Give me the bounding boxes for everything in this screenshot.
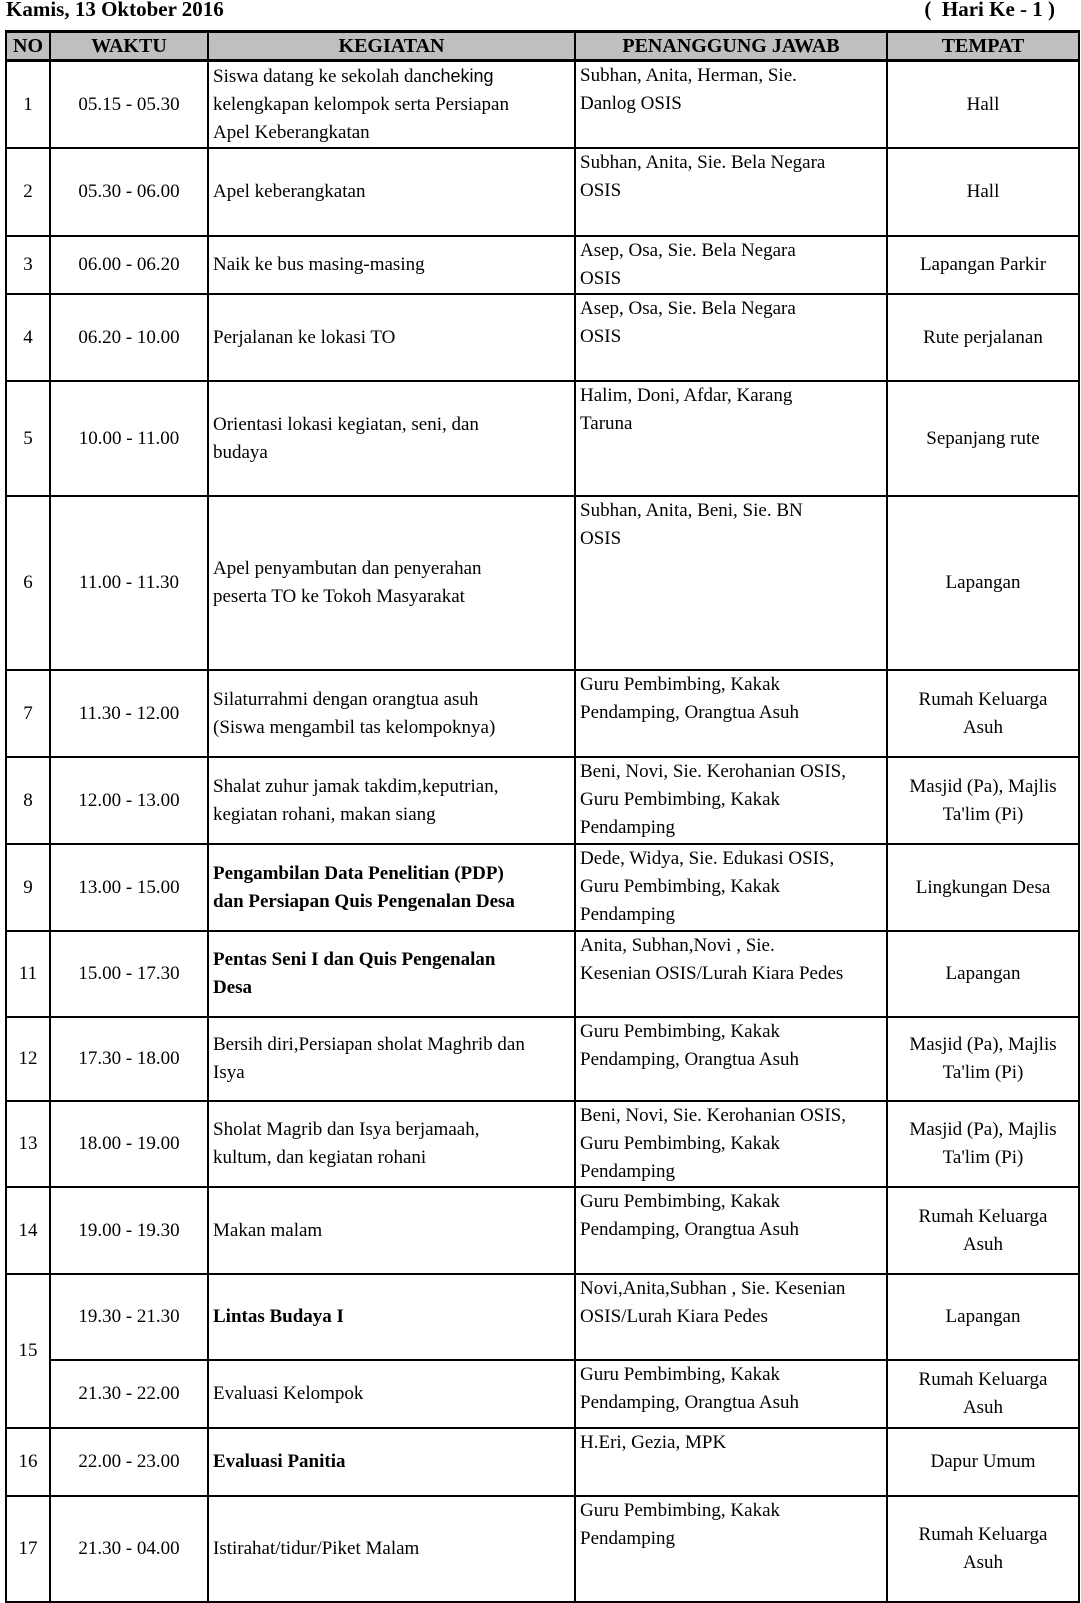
place-line: Masjid (Pa), Majlis: [909, 775, 1057, 797]
responsible-line: Subhan, Anita, Beni, Sie. BN: [580, 500, 803, 521]
row-activity: [208, 381, 575, 496]
responsible-line: OSIS: [580, 528, 622, 549]
row-responsible: [575, 381, 887, 496]
row-activity: [208, 236, 575, 294]
responsible-line: OSIS: [580, 268, 622, 289]
column-header-no: NO: [6, 32, 50, 61]
row-activity: [208, 757, 575, 844]
place-line: Lapangan Parkir: [919, 254, 1047, 275]
row-time: 18.00 - 19.00: [50, 1101, 208, 1187]
row-time: 06.00 - 06.20: [50, 236, 208, 294]
responsible-line: Guru Pembimbing, Kakak: [580, 674, 781, 695]
responsible-line: Danlog OSIS: [580, 93, 682, 114]
activity-line: (Siswa mengambil tas kelompoknya): [213, 716, 496, 738]
row-responsible: [575, 294, 887, 381]
column-header-waktu: WAKTU: [50, 32, 208, 61]
row-time: 21.30 - 22.00: [50, 1360, 208, 1428]
place-line: Asuh: [962, 1233, 1004, 1255]
place-line: Ta'lim (Pi): [942, 1147, 1024, 1168]
row-responsible: [575, 1360, 887, 1428]
row-place: [887, 61, 1079, 149]
row-activity: [208, 496, 575, 670]
row-place: [887, 1274, 1079, 1360]
responsible-line: Pendamping: [580, 1161, 675, 1182]
row-place: [887, 670, 1079, 757]
row-responsible: [575, 1274, 887, 1360]
place-line: Masjid (Pa), Majlis: [909, 1119, 1057, 1140]
activity-line: Evaluasi Panitia: [213, 1451, 346, 1472]
table-row: [6, 496, 1079, 670]
row-number: 16: [6, 1428, 50, 1496]
row-place: [887, 294, 1079, 381]
activity-line: Naik ke bus masing-masing: [213, 254, 425, 275]
row-place: [887, 931, 1079, 1017]
row-number: 9: [6, 844, 50, 931]
table-row: [6, 1274, 1079, 1360]
table-row: [6, 757, 1079, 844]
row-number: 1: [6, 61, 50, 149]
row-responsible: [575, 757, 887, 844]
responsible-line: Anita, Subhan,Novi , Sie.: [580, 935, 775, 956]
row-activity: [208, 844, 575, 931]
row-place: [887, 757, 1079, 844]
row-responsible: [575, 844, 887, 931]
activity-line: kelengkapan kelompok serta Persiapan: [213, 94, 509, 115]
activity-line: Perjalanan ke lokasi TO: [213, 326, 396, 348]
row-number: 6: [6, 496, 50, 670]
activity-line: Apel keberangkatan: [213, 181, 366, 202]
place-line: Hall: [966, 93, 1000, 115]
activity-line: dan Persiapan Quis Pengenalan Desa: [213, 890, 515, 912]
place-line: Rumah Keluarga: [918, 1369, 1048, 1390]
table-row: [6, 294, 1079, 381]
responsible-line: Asep, Osa, Sie. Bela Negara: [580, 298, 796, 319]
row-responsible: [575, 1187, 887, 1274]
row-responsible: [575, 931, 887, 1017]
responsible-line: Guru Pembimbing, Kakak: [580, 1191, 781, 1212]
responsible-line: Guru Pembimbing, Kakak: [580, 1364, 781, 1385]
activity-line: Siswa datang ke sekolah dancheking: [213, 66, 494, 87]
responsible-line: OSIS: [580, 326, 622, 347]
responsible-line: Pendamping: [580, 904, 675, 925]
activity-line: Apel Keberangkatan: [213, 122, 370, 143]
responsible-line: Beni, Novi, Sie. Kerohanian OSIS,: [580, 1105, 846, 1126]
row-activity: [208, 1360, 575, 1428]
table-row: [6, 1360, 1079, 1428]
place-line: Lapangan: [945, 963, 1021, 984]
row-place: [887, 148, 1079, 236]
row-time: 21.30 - 04.00: [50, 1496, 208, 1602]
place-line: Asuh: [962, 1552, 1004, 1573]
responsible-line: Guru Pembimbing, Kakak: [580, 876, 781, 897]
table-row: [6, 1187, 1079, 1274]
row-number: 5: [6, 381, 50, 496]
responsible-line: H.Eri, Gezia, MPK: [580, 1432, 727, 1453]
responsible-line: Subhan, Anita, Sie. Bela Negara: [580, 152, 826, 173]
activity-line: budaya: [213, 441, 268, 463]
table-row: [6, 381, 1079, 496]
activity-line: kegiatan rohani, makan siang: [213, 803, 436, 825]
table-row: [6, 1428, 1079, 1496]
column-header-tempat: TEMPAT: [887, 32, 1079, 61]
place-line: Asuh: [962, 716, 1004, 738]
row-place: [887, 1101, 1079, 1187]
row-activity: [208, 1187, 575, 1274]
row-responsible: [575, 670, 887, 757]
row-time: 15.00 - 17.30: [50, 931, 208, 1017]
row-activity: [208, 931, 575, 1017]
responsible-line: Pendamping, Orangtua Asuh: [580, 1049, 800, 1070]
row-place: [887, 496, 1079, 670]
table-header-row: [6, 32, 1079, 61]
row-place: [887, 381, 1079, 496]
row-time: 13.00 - 15.00: [50, 844, 208, 931]
row-number: 4: [6, 294, 50, 381]
place-line: Dapur Umum: [930, 1451, 1036, 1472]
row-place: [887, 1496, 1079, 1602]
activity-line: peserta TO ke Tokoh Masyarakat: [213, 586, 465, 607]
row-time: 06.20 - 10.00: [50, 294, 208, 381]
responsible-line: OSIS/Lurah Kiara Pedes: [580, 1306, 768, 1327]
responsible-line: Guru Pembimbing, Kakak: [580, 1133, 781, 1154]
responsible-line: OSIS: [580, 180, 622, 201]
place-line: Lapangan: [945, 1306, 1021, 1327]
row-number: 3: [6, 236, 50, 294]
responsible-line: Pendamping: [580, 1528, 675, 1549]
place-line: Ta'lim (Pi): [942, 803, 1024, 825]
place-line: Ta'lim (Pi): [942, 1062, 1024, 1083]
row-number: 11: [6, 931, 50, 1017]
place-line: Rute perjalanan: [923, 326, 1043, 348]
row-responsible: [575, 1428, 887, 1496]
row-place: [887, 1360, 1079, 1428]
row-number: 7: [6, 670, 50, 757]
place-line: Lingkungan Desa: [915, 876, 1051, 898]
table-row: [6, 148, 1079, 236]
row-number: 8: [6, 757, 50, 844]
activity-line: Pengambilan Data Penelitian (PDP): [213, 862, 504, 884]
place-line: Asuh: [962, 1397, 1004, 1418]
row-time: 11.00 - 11.30: [50, 496, 208, 670]
row-activity: [208, 61, 575, 149]
row-responsible: [575, 1101, 887, 1187]
row-number: 2: [6, 148, 50, 236]
row-time: 19.00 - 19.30: [50, 1187, 208, 1274]
table-body: [6, 61, 1079, 1603]
table-row: [6, 61, 1079, 149]
place-line: Masjid (Pa), Majlis: [909, 1034, 1057, 1055]
place-line: Lapangan: [945, 572, 1021, 593]
column-header-penanggung-jawab: PENANGGUNG JAWAB: [575, 32, 887, 61]
place-line: Rumah Keluarga: [918, 1205, 1048, 1227]
responsible-line: Pendamping, Orangtua Asuh: [580, 702, 800, 723]
responsible-line: Halim, Doni, Afdar, Karang: [580, 385, 793, 406]
activity-line: Sholat Magrib dan Isya berjamaah,: [213, 1119, 480, 1140]
responsible-line: Taruna: [580, 413, 633, 434]
place-line: Rumah Keluarga: [918, 688, 1048, 710]
responsible-line: Guru Pembimbing, Kakak: [580, 1500, 781, 1521]
activity-line: Evaluasi Kelompok: [213, 1383, 364, 1404]
activity-line: Lintas Budaya I: [213, 1306, 344, 1327]
row-responsible: [575, 236, 887, 294]
row-number: 15: [6, 1274, 50, 1428]
row-responsible: [575, 1017, 887, 1101]
activity-line: Orientasi lokasi kegiatan, seni, dan: [213, 413, 479, 435]
table-row: [6, 931, 1079, 1017]
table-row: [6, 1101, 1079, 1187]
activity-extra-word: cheking: [431, 66, 494, 86]
responsible-line: Dede, Widya, Sie. Edukasi OSIS,: [580, 848, 835, 869]
table-row: [6, 1017, 1079, 1101]
page-header: [0, 0, 1081, 24]
place-line: Hall: [966, 181, 1000, 202]
responsible-line: Kesenian OSIS/Lurah Kiara Pedes: [580, 963, 844, 984]
schedule-table: [5, 30, 1080, 1603]
activity-line: Makan malam: [213, 1219, 323, 1241]
row-place: [887, 236, 1079, 294]
row-activity: [208, 670, 575, 757]
table-row: [6, 844, 1079, 931]
row-time: 10.00 - 11.00: [50, 381, 208, 496]
schedule-date: Kamis, 13 Oktober 2016: [6, 0, 224, 21]
row-place: [887, 1187, 1079, 1274]
row-activity: [208, 294, 575, 381]
responsible-line: Guru Pembimbing, Kakak: [580, 789, 781, 810]
table-row: [6, 1496, 1079, 1602]
row-time: 05.15 - 05.30: [50, 61, 208, 149]
row-activity: [208, 1428, 575, 1496]
column-header-kegiatan: KEGIATAN: [208, 32, 575, 61]
responsible-line: Pendamping, Orangtua Asuh: [580, 1392, 800, 1413]
row-activity: [208, 1496, 575, 1602]
responsible-line: Pendamping, Orangtua Asuh: [580, 1219, 800, 1240]
activity-line: Pentas Seni I dan Quis Pengenalan: [213, 949, 496, 970]
activity-line: Istirahat/tidur/Piket Malam: [213, 1538, 420, 1559]
table-row: [6, 670, 1079, 757]
row-time: 12.00 - 13.00: [50, 757, 208, 844]
row-number: 14: [6, 1187, 50, 1274]
row-responsible: [575, 1496, 887, 1602]
row-place: [887, 844, 1079, 931]
row-activity: [208, 1274, 575, 1360]
responsible-line: Beni, Novi, Sie. Kerohanian OSIS,: [580, 761, 846, 782]
responsible-line: Guru Pembimbing, Kakak: [580, 1021, 781, 1042]
activity-line: Shalat zuhur jamak takdim,keputrian,: [213, 775, 499, 797]
table-row: [6, 236, 1079, 294]
activity-line: Isya: [213, 1062, 245, 1083]
row-activity: [208, 148, 575, 236]
activity-line: Apel penyambutan dan penyerahan: [213, 558, 482, 579]
row-number: 12: [6, 1017, 50, 1101]
row-place: [887, 1017, 1079, 1101]
activity-line: Silaturrahmi dengan orangtua asuh: [213, 688, 479, 710]
row-time: 22.00 - 23.00: [50, 1428, 208, 1496]
activity-line: Desa: [213, 977, 253, 998]
row-responsible: [575, 61, 887, 149]
responsible-line: Pendamping: [580, 817, 675, 838]
row-activity: [208, 1101, 575, 1187]
activity-line: kultum, dan kegiatan rohani: [213, 1147, 427, 1168]
responsible-line: Subhan, Anita, Herman, Sie.: [580, 65, 797, 86]
row-number: 17: [6, 1496, 50, 1602]
responsible-line: Asep, Osa, Sie. Bela Negara: [580, 240, 796, 261]
responsible-line: Novi,Anita,Subhan , Sie. Kesenian: [580, 1278, 846, 1299]
row-time: 17.30 - 18.00: [50, 1017, 208, 1101]
place-line: Sepanjang rute: [926, 427, 1040, 449]
row-responsible: [575, 496, 887, 670]
row-time: 05.30 - 06.00: [50, 148, 208, 236]
schedule-day-number: ( Hari Ke - 1 ): [924, 0, 1055, 21]
row-number: 13: [6, 1101, 50, 1187]
row-place: [887, 1428, 1079, 1496]
place-line: Rumah Keluarga: [918, 1524, 1048, 1545]
row-responsible: [575, 148, 887, 236]
row-activity: [208, 1017, 575, 1101]
row-time: 11.30 - 12.00: [50, 670, 208, 757]
activity-line: Bersih diri,Persiapan sholat Maghrib dan: [213, 1034, 525, 1055]
row-time: 19.30 - 21.30: [50, 1274, 208, 1360]
